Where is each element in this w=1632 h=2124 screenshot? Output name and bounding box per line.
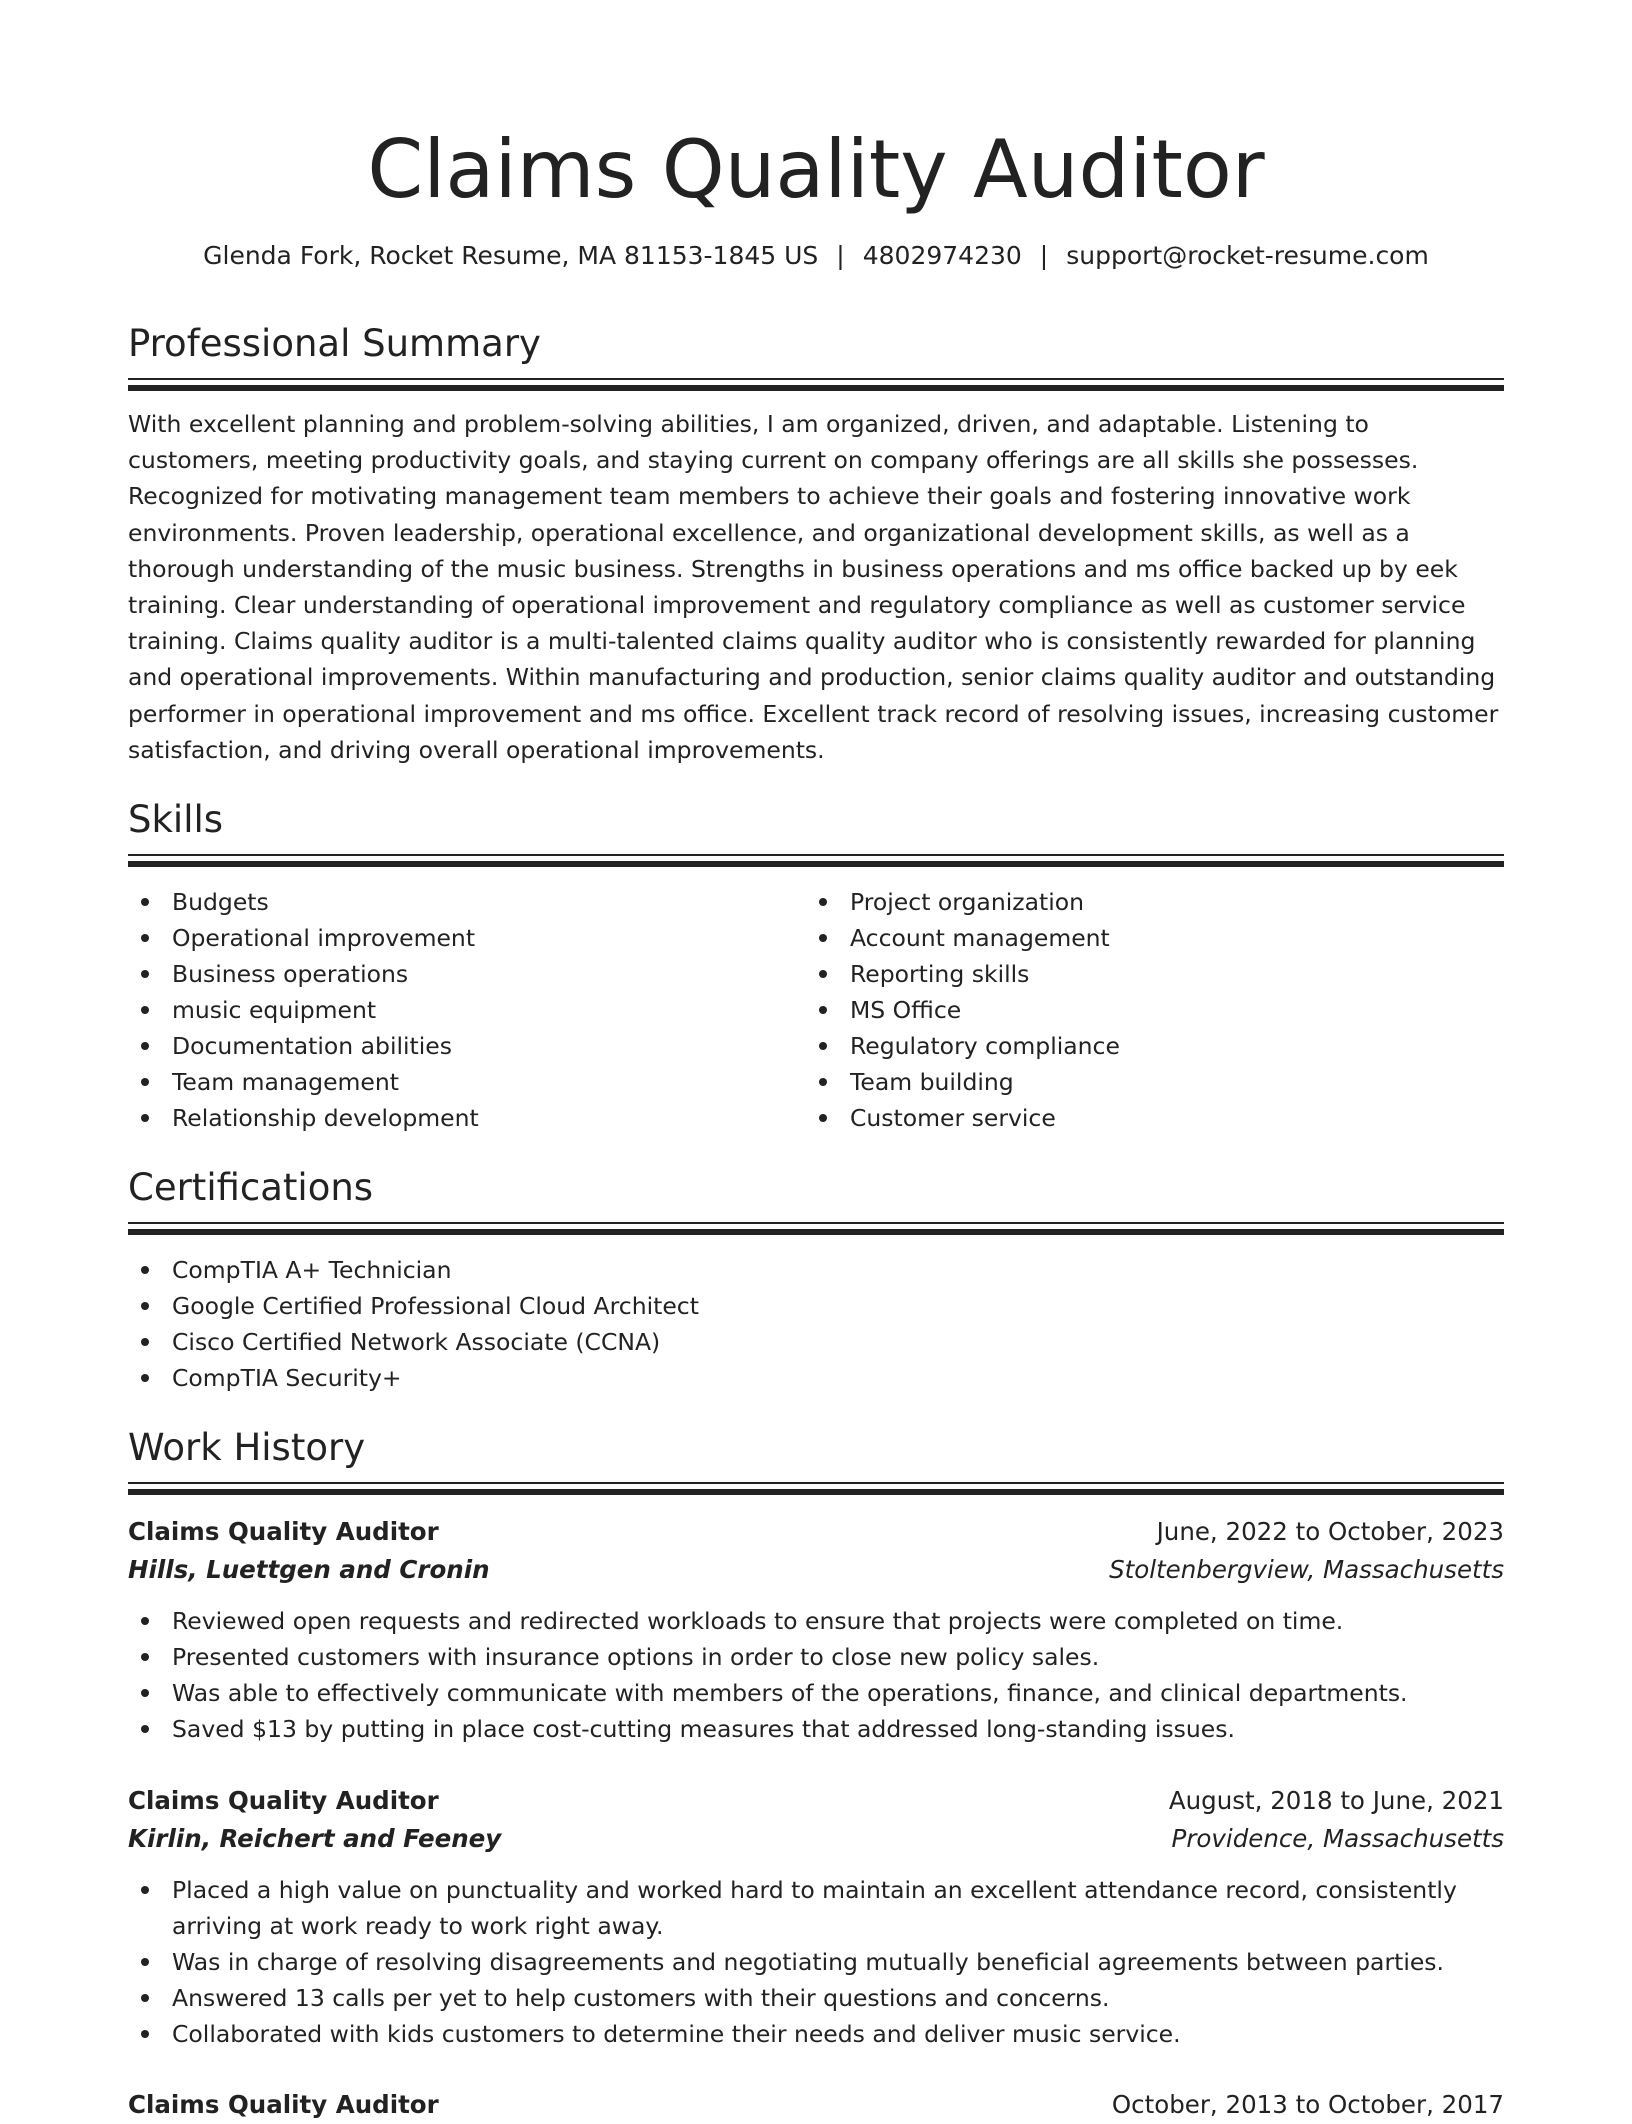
section-divider: [128, 1222, 1504, 1224]
job-entry: [128, 1513, 1504, 1747]
contact-email: support@rocket-resume.com: [1066, 241, 1429, 270]
job-company: Kirlin, Reichert and Feeney: [128, 1824, 502, 1853]
job-title-row: [128, 1782, 1504, 1820]
job-location: Stoltenbergview, Massachusetts: [1109, 1555, 1504, 1584]
job-bullets: [128, 1603, 1504, 1747]
job-bullet: Reviewed open requests and redirected workloads to ensure that projects were completed on time.: [128, 1603, 1504, 1639]
job-bullets: [128, 1872, 1504, 2052]
job-title-row: [128, 1513, 1504, 1551]
section-divider: [128, 1482, 1504, 1484]
skill-item: Operational improvement: [128, 920, 806, 956]
skill-item: Documentation abilities: [128, 1028, 806, 1064]
job-title: Claims Quality Auditor: [128, 1786, 439, 1815]
certification-item: Google Certified Professional Cloud Architect: [128, 1288, 1504, 1324]
certifications-list: [128, 1252, 1504, 1396]
skill-item: music equipment: [128, 992, 806, 1028]
job-dates: June, 2022 to October, 2023: [1156, 1517, 1504, 1546]
certification-item: CompTIA A+ Technician: [128, 1252, 1504, 1288]
skill-item: Regulatory compliance: [806, 1028, 1504, 1064]
skill-item: Budgets: [128, 884, 806, 920]
certification-item: Cisco Certified Network Associate (CCNA): [128, 1324, 1504, 1360]
job-bullet: Saved $13 by putting in place cost-cutting measures that addressed long-standing issues.: [128, 1711, 1504, 1747]
section-divider: [128, 385, 1504, 391]
contact-phone: 4802974230: [862, 241, 1022, 270]
job-bullet: Was in charge of resolving disagreements and negotiating mutually beneficial agreements between parties.: [128, 1944, 1504, 1980]
skill-item: Business operations: [128, 956, 806, 992]
summary-text: With excellent planning and problem-solving abilities, I am organized, driven, and adaptable. Listening to customers, meeting productivity goals, and staying current on company offerings are all skills she possesses. Recognized for motivating management team members to achieve their goals and fostering innovative work environments. Proven leadership, operational excellence, and organizational development skills, as well as a thorough understanding of the music business. Strengths in business operations and ms office backed up by eek training. Clear understanding of operational improvement and regulatory compliance as well as customer service training. Claims quality auditor is a multi-talented claims quality auditor who is consistently rewarded for planning and operational improvements. Within manufacturing and production, senior claims quality auditor and outstanding performer in operational improvement and ms office. Excellent track record of resolving issues, increasing customer satisfaction, and driving overall operational improvements.: [128, 410, 1499, 764]
job-dates: August, 2018 to June, 2021: [1168, 1786, 1504, 1815]
skill-item: Team building: [806, 1064, 1504, 1100]
skill-item: MS Office: [806, 992, 1504, 1028]
contact-separator: |: [836, 241, 845, 270]
job-bullet: Collaborated with kids customers to determine their needs and deliver music service.: [128, 2016, 1504, 2052]
skills-list-right: [806, 884, 1504, 1136]
job-bullet: Presented customers with insurance options in order to close new policy sales.: [128, 1639, 1504, 1675]
work-section-title: Work History: [128, 1426, 366, 1469]
job-dates: October, 2013 to October, 2017: [1111, 2090, 1504, 2119]
skill-item: Account management: [806, 920, 1504, 956]
job-title: Claims Quality Auditor: [128, 1517, 439, 1546]
certifications-section-header: [128, 1164, 1504, 1235]
skill-item: Customer service: [806, 1100, 1504, 1136]
job-location: Providence, Massachusetts: [1171, 1824, 1504, 1853]
skill-item: Reporting skills: [806, 956, 1504, 992]
job-title-row: [128, 2086, 1504, 2124]
summary-section-header: [128, 320, 1504, 391]
certifications-section-title: Certifications: [128, 1166, 374, 1209]
job-title: Claims Quality Auditor: [128, 2090, 439, 2119]
contact-line: [128, 238, 1504, 274]
section-divider: [128, 378, 1504, 380]
skill-item: Project organization: [806, 884, 1504, 920]
job-bullet: Was able to effectively communicate with members of the operations, finance, and clinical departments.: [128, 1675, 1504, 1711]
section-divider: [128, 861, 1504, 867]
job-company: Hills, Luettgen and Cronin: [128, 1555, 490, 1584]
contact-address: Glenda Fork, Rocket Resume, MA 81153-1845 US: [203, 241, 819, 270]
job-entry: [128, 1782, 1504, 2052]
summary-section-title: Professional Summary: [128, 322, 541, 365]
skill-item: Relationship development: [128, 1100, 806, 1136]
contact-separator: |: [1039, 241, 1049, 270]
job-company-row: [128, 1551, 1504, 1589]
certification-item: CompTIA Security+: [128, 1360, 1504, 1396]
section-divider: [128, 854, 1504, 856]
skills-section-header: [128, 796, 1504, 867]
job-entry: [128, 2086, 1504, 2124]
job-bullet: Answered 13 calls per yet to help customers with their questions and concerns.: [128, 1980, 1504, 2016]
work-section-header: [128, 1424, 1504, 1495]
skills-section-title: Skills: [128, 798, 224, 841]
skill-item: Team management: [128, 1064, 806, 1100]
skills-list-left: [128, 884, 806, 1136]
job-bullet: Placed a high value on punctuality and worked hard to maintain an excellent attendance record, consistently arriving at work ready to work right away.: [128, 1872, 1504, 1944]
job-company-row: [128, 1820, 1504, 1858]
section-divider: [128, 1489, 1504, 1495]
section-divider: [128, 1229, 1504, 1235]
resume-name: Claims Quality Auditor: [367, 123, 1265, 216]
